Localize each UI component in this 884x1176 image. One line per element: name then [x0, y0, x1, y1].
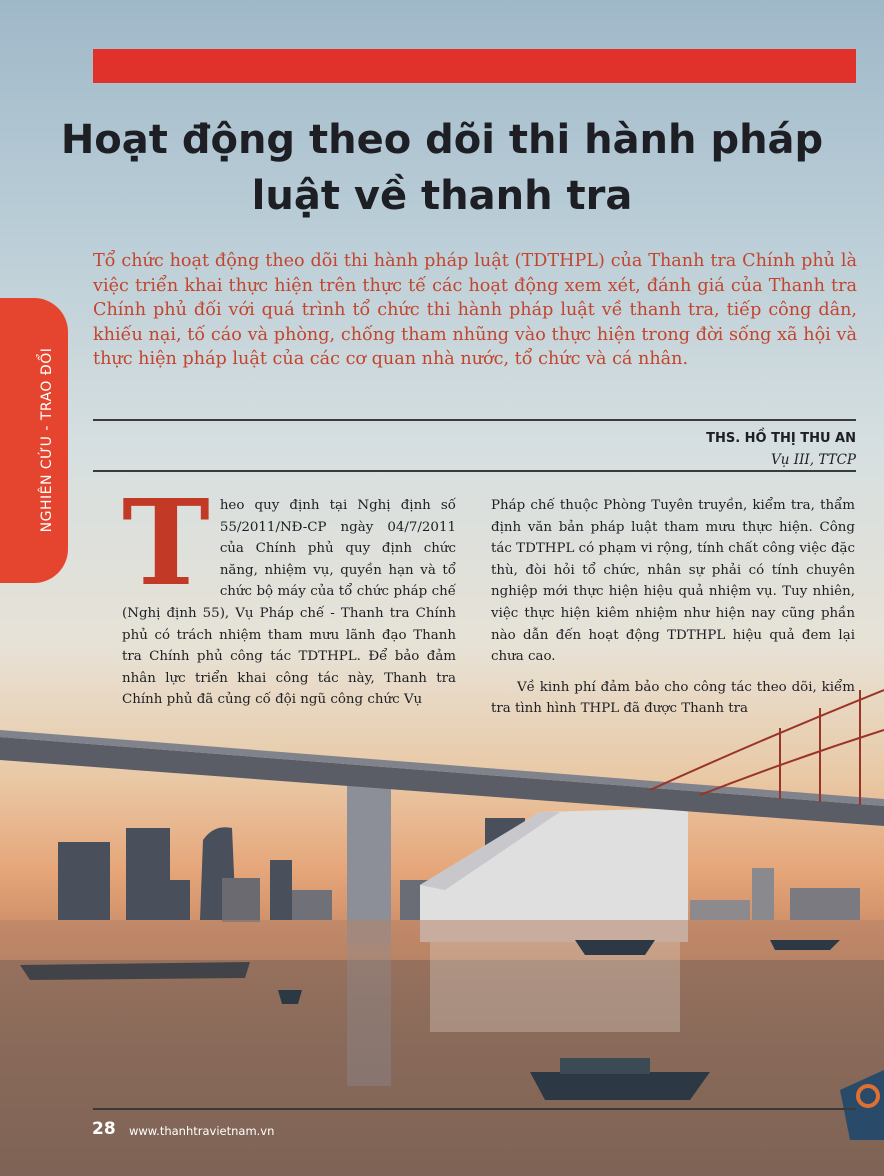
body-column-1-text: heo quy định tại Nghị định số 55/2011/NĐ-CP ngày 04/7/2011 của Chính phủ quy định chức năng, nhiệm vụ, quyền hạn và tổ chức bộ máy của tổ chức pháp chế (Nghị định 55), Vụ Pháp chế - Thanh tra Chính phủ có trách nhiệm tham mưu lãnh đạo Thanh tra Chính phủ công tác TDTHPL. Để bảo đảm nhân lực triển khai công tác này, Thanh tra Chính phủ đã củng cố đội ngũ công chức Vụ: [122, 498, 456, 708]
footer-divider: [93, 1108, 856, 1110]
drop-cap: T: [122, 473, 210, 612]
bridge-deck: [0, 737, 884, 826]
article-title: Hoạt động theo dõi thi hành pháp luật về thanh tra: [60, 117, 824, 219]
byline-divider: [93, 470, 856, 472]
article-lead: Tổ chức hoạt động theo dõi thi hành pháp luật (TDTHPL) của Thanh tra Chính phủ là việc triển khai thực hiện trên thực tế các hoạt động xem xét, đánh giá của Thanh tra Chính phủ đối với quá trình tổ chức thi hành pháp luật về thanh tra, tiếp công dân, khiếu nại, tố cáo và phòng, chống tham nhũng vào thực hiện trong đời sống xã hội và thực hiện pháp luật của các cơ quan nhà nước, tổ chức và cá nhân.: [93, 251, 857, 370]
author-unit: Vụ III, TTCP: [771, 452, 856, 468]
page-number: 28: [92, 1119, 116, 1139]
body-column-2-paragraph-1: Pháp chế thuộc Phòng Tuyên truyền, kiểm tra, thẩm định văn bản pháp luật tham mưu thực hiện. Công tác TDTHPL có phạm vi rộng, tính chất công việc đặc thù, đòi hỏi tổ chức, nhân sự phải có tính chuyên nghiệp mới thực hiện hiệu quả nhiệm vụ. Tuy nhiên, việc thực hiện kiêm nhiệm như hiện nay cũng phần nào dẫn đến hoạt động TDTHPL hiệu quả đem lại chưa cao.: [491, 498, 855, 665]
body-column-1: [122, 473, 456, 711]
section-tab: [0, 298, 68, 583]
section-tab-label: NGHIÊN CỨU - TRAO ĐỔI: [39, 347, 55, 533]
header-accent-bar: [93, 49, 856, 83]
body-column-2: [491, 495, 855, 720]
body-column-2-paragraph-2: Về kinh phí đảm bảo cho công tác theo dõi, kiểm tra tình hình THPL đã được Thanh tra: [491, 679, 855, 717]
top-divider: [93, 419, 856, 421]
footer-website: www.thanhtravietnam.vn: [129, 1124, 275, 1138]
author-name: THS. HỒ THỊ THU AN: [706, 431, 856, 446]
